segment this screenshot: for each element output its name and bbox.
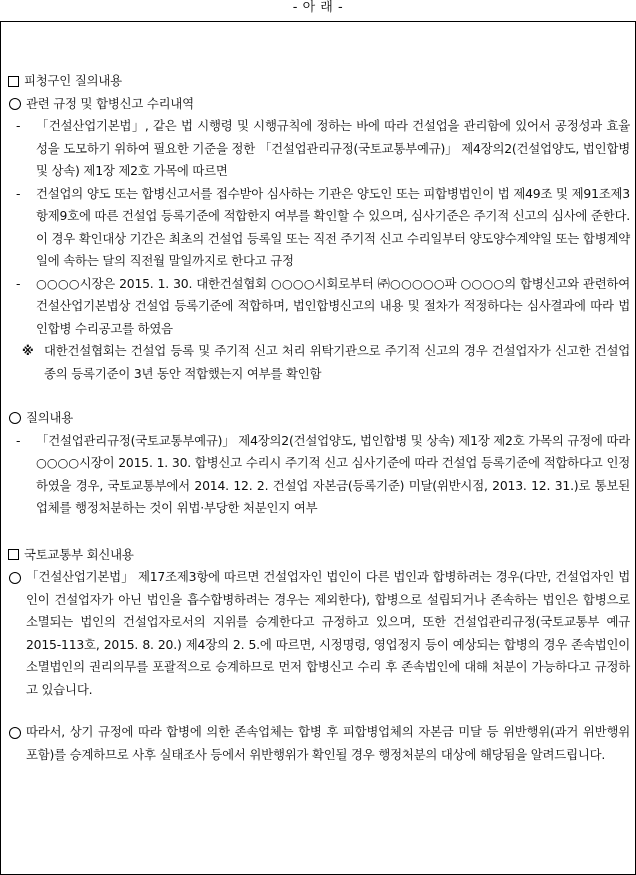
note-text: 대한건설협회는 건설업 등록 및 주기적 신고 처리 위탁기관으로 주기적 신고의 경우 건설업자가 신고한 건설업종의 등록기준이 3년 동안 적합했는지 여부를 확인함 [44,343,630,381]
dash-marker: - [16,185,21,201]
list-item [6,115,630,183]
dash-marker: - [16,275,21,291]
circle-bullet-icon [9,572,21,584]
list-item [6,273,630,341]
document-content [6,70,630,766]
list-item-text: 「건설산업기본법」, 같은 법 시행령 및 시행규칙에 정하는 바에 따라 건설업을 관리함에 있어서 공정성과 효율성을 도모하기 위하여 필요한 기준을 정한 「건설업관리규정(국토교통부예규)」 제4장의2(건설업양도, 법인합병 및 상속) 제1장 제2호 가목에 따르면 [36,118,630,178]
section-heading-reply [6,544,630,567]
dash-marker: - [16,118,21,133]
circle-bullet-icon [9,412,21,424]
reply-paragraph [6,721,630,766]
subsection-heading-regulations [6,93,630,116]
square-bullet-icon [8,549,19,560]
subsection-heading-text: 질의내용 [26,410,74,425]
subsection-heading-question [6,407,630,430]
list-item [6,183,630,273]
list-item-text: ○○○○시장은 2015. 1. 30. 대한건설협회 ○○○○시회로부터 ㈜○○○○○파 ○○○○의 합병신고와 관련하여 건설산업기본법상 건설업 등록기준에 적합하며, 법인합병신고의 내용 및 절차가 적정하다는 심사결과에 따라 법인합병 수리공고를 하였음 [36,275,630,336]
reply-paragraph-text: 「건설산업기본법」 제17조제3항에 따르면 건설업자인 법인이 다른 법인과 합병하려는 경우(다만, 건설업자인 법인이 건설업자가 아닌 법인을 흡수합병하려는 경우는 제외한다), 합병으로 설립되거나 존속하는 법인은 합병으로 소멸되는 법인의 건설업자로서의 지위를 승계한다고 규정하고 있으며, 또한 건설업관리규정(국토교통부 예규 2015-113호, 2015. 8. 20.) 제4장의 2. 5.에 따르면, 시정명령, 영업정지 등이 예상되는 합병의 경우 존속법인이 소멸법인의 권리의무를 포괄적으로 승계하므로 먼저 합병신고 수리 후 존속법인에 대해 처분이 가능하다고 규정하고 있습니다. [26,569,630,697]
dash-marker: - [16,432,21,448]
list-item-text: 건설업의 양도 또는 합병신고서를 접수받아 심사하는 기관은 양도인 또는 피합병법인이 법 제49조 및 제91조제3항제9호에 따른 건설업 등록기준에 적합한지 여부를 확인할 수 있으며, 심사기준은 주기적 신고의 심사에 준한다. 이 경우 확인대상 기간은 최초의 건설업 등록일 또는 직전 주기적 신고 수리일부터 양도양수계약일 또는 합병계약일에 속하는 달의 직전월 말일까지로 한다고 규정 [36,185,630,268]
section-heading-inquiry [6,70,630,93]
reply-paragraph [6,566,630,701]
page-title: - 아 래 - [292,0,344,15]
circle-bullet-icon [9,98,21,110]
subsection-heading-text: 관련 규정 및 합병신고 수리내역 [26,95,194,111]
square-bullet-icon [8,76,19,87]
list-item-text: 「건설업관리규정(국토교통부예규)」 제4장의2(건설업양도, 법인합병 및 상속) 제1장 제2호 가목의 규정에 따라 ○○○○시장이 2015. 1. 30. 합병신고 수리시 주기적 신고 심사기준에 따라 건설업 등록기준에 적합하다고 인정하였을 경우, 국토교통부에서 2014. 12. 2. 건설업 자본금(등록기준) 미달(위반시점, 2013. 12. 31.)로 통보된 업체를 행정처분하는 것이 위법·부당한 처분인지 여부 [36,432,630,515]
list-item [6,430,630,520]
section-heading-text: 국토교통부 회신내용 [24,546,134,562]
section-heading-text: 피청구인 질의내용 [24,73,122,88]
note-item [6,340,630,385]
note-marker: ※ [22,344,34,358]
circle-bullet-icon [9,727,21,739]
reply-paragraph-text: 따라서, 상기 규정에 따라 합병에 의한 존속업체는 합병 후 피합병업체의 자본금 미달 등 위반행위(과거 위반행위 포함)를 승계하므로 사후 실태조사 등에서 위반행위가 확인될 경우 행정처분의 대상에 해당됨을 알려드립니다. [26,724,630,762]
